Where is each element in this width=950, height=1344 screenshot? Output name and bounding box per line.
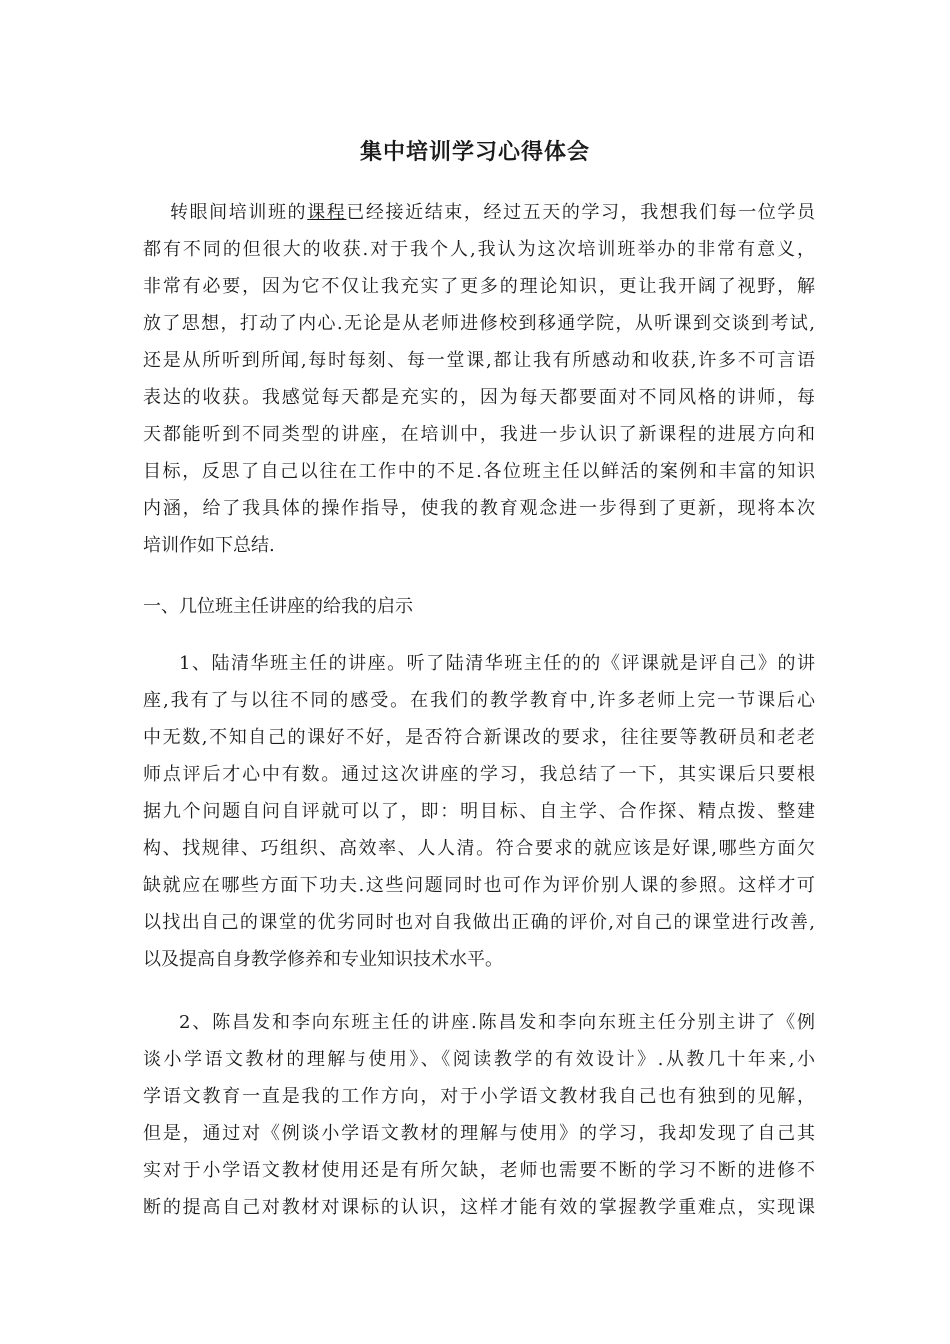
paragraph-line: 断的提高自己对教材对课标的认识，这样才能有效的掌握教学重难点，实现课 — [143, 1197, 815, 1218]
paragraph-line: 但是，通过对《例谈小学语文教材的理解与使用》的学习，我却发现了自己其 — [143, 1123, 815, 1144]
paragraph-line: 座,我有了与以往不同的感受。在我们的教学教育中,许多老师上完一节课后心 — [143, 690, 815, 711]
paragraph-line: 内涵，给了我具体的操作指导，使我的教育观念进一步得到了更新，现将本次 — [143, 498, 815, 519]
paragraph-line: 缺就应在哪些方面下功夫.这些问题同时也可作为评价别人课的参照。这样才可 — [143, 875, 815, 896]
text-run: 转眼间培训班的 — [170, 202, 308, 223]
paragraph-line: 都有不同的但很大的收获.对于我个人,我认为这次培训班举办的非常有意义， — [143, 239, 815, 260]
paragraph-line: 目标，反思了自己以往在工作中的不足.各位班主任以鲜活的案例和丰富的知识 — [143, 461, 815, 482]
paragraph-line: 1、陆清华班主任的讲座。听了陆清华班主任的的《评课就是评自己》的讲 — [179, 653, 815, 674]
paragraph-line: 构、找规律、巧组织、高效率、人人清。符合要求的就应该是好课,哪些方面欠 — [143, 838, 815, 859]
course-link[interactable]: 课程 — [307, 202, 347, 223]
intro-paragraph — [143, 194, 815, 564]
paragraph-line: 表达的收获。我感觉每天都是充实的，因为每天都要面对不同风格的讲师，每 — [143, 387, 815, 408]
paragraph-1 — [143, 645, 815, 978]
paragraph-line: 培训作如下总结. — [143, 535, 275, 556]
paragraph-line: 师点评后才心中有数。通过这次讲座的学习，我总结了一下，其实课后只要根 — [143, 764, 815, 785]
paragraph-line: 以找出自己的课堂的优劣同时也对自我做出正确的评价,对自己的课堂进行改善, — [143, 912, 815, 933]
section-heading — [143, 588, 815, 625]
paragraph-line: 据九个问题自问自评就可以了，即：明目标、自主学、合作探、精点拨、整建 — [143, 801, 815, 822]
paragraph-line: 放了思想，打动了内心.无论是从老师进修校到移通学院，从听课到交谈到考试, — [143, 313, 815, 334]
paragraph-line — [143, 194, 815, 231]
paragraph-line: 学语文教育一直是我的工作方向，对于小学语文教材我自己也有独到的见解， — [143, 1086, 815, 1107]
paragraph-2 — [143, 1004, 815, 1226]
paragraph-line: 2、陈昌发和李向东班主任的讲座.陈昌发和李向东班主任分别主讲了《例 — [179, 1012, 815, 1033]
paragraph-line: 非常有必要，因为它不仅让我充实了更多的理论知识，更让我开阔了视野，解 — [143, 276, 815, 297]
paragraph-line: 中无数,不知自己的课好不好，是否符合新课改的要求，往往要等教研员和老老 — [143, 727, 815, 748]
section-heading-text: 一、几位班主任讲座的给我的启示 — [143, 596, 413, 617]
text-run: 已经接近结束，经过五天的学习，我想我们每一位学员 — [346, 202, 815, 223]
paragraph-line: 天都能听到不同类型的讲座，在培训中，我进一步认识了新课程的进展方向和 — [143, 424, 815, 445]
paragraph-line: 以及提高自身教学修养和专业知识技术水平。 — [143, 949, 503, 970]
paragraph-line: 谈小学语文教材的理解与使用》、《阅读教学的有效设计》.从教几十年来,小 — [143, 1049, 815, 1070]
paragraph-line: 还是从所听到所闻,每时每刻、每一堂课,都让我有所感动和收获,许多不可言语 — [143, 350, 815, 371]
paragraph-line: 实对于小学语文教材使用还是有所欠缺，老师也需要不断的学习不断的进修不 — [143, 1160, 815, 1181]
document-title: 集中培训学习心得体会 — [359, 139, 590, 165]
